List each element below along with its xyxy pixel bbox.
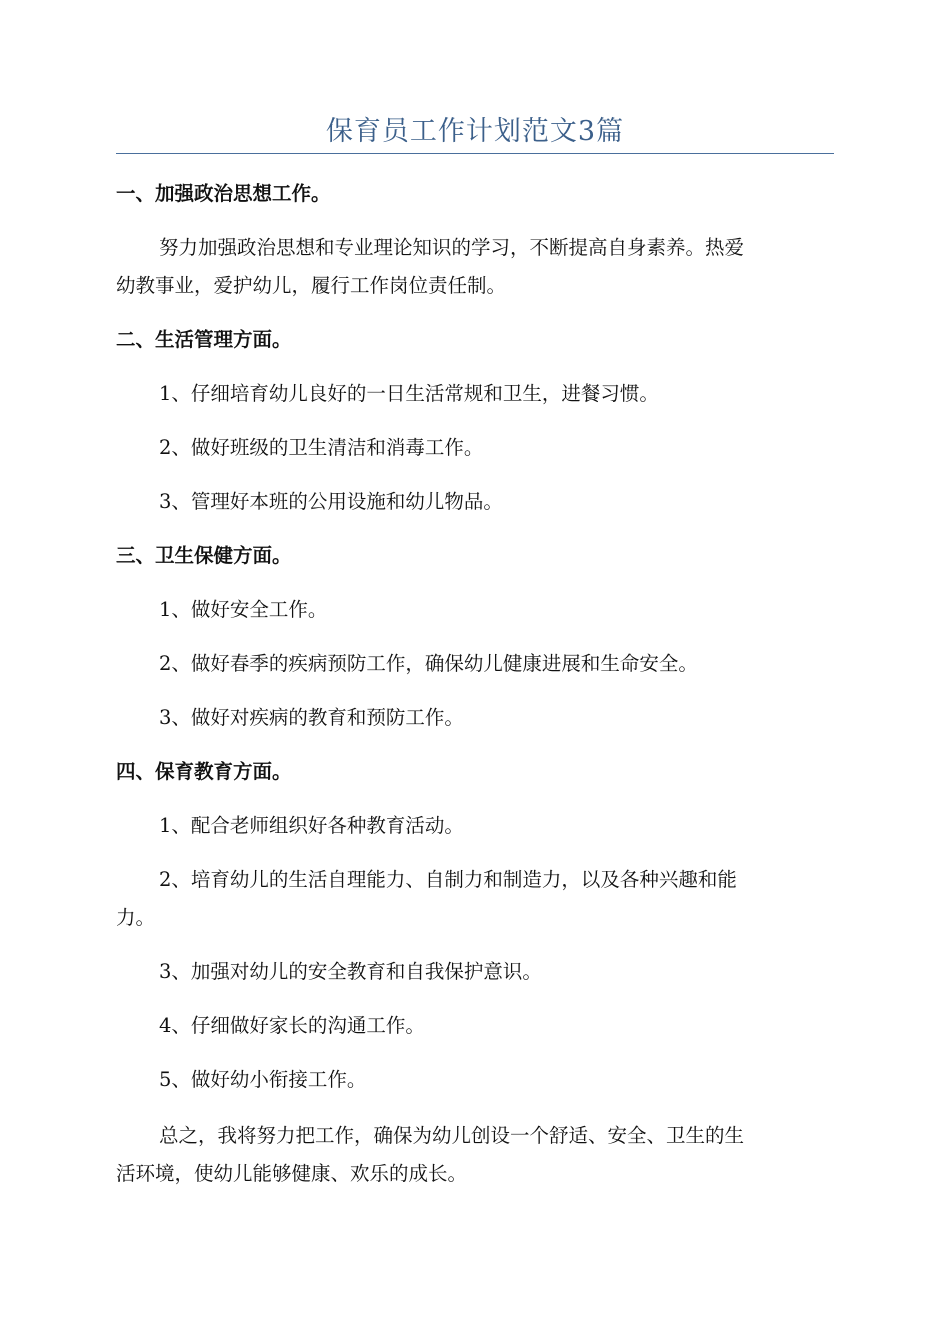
list-item: 1、做好安全工作。: [159, 598, 328, 621]
document-title: 保育员工作计划范文3篇: [325, 116, 625, 147]
list-item: 5、做好幼小衔接工作。: [159, 1068, 367, 1091]
section-heading: 二、生活管理方面。: [116, 328, 292, 351]
list-item: 1、配合老师组织好各种教育活动。: [159, 814, 464, 837]
list-item: 1、仔细培育幼儿良好的一日生活常规和卫生，进餐习惯。: [159, 382, 659, 405]
list-item: 2、培育幼儿的生活自理能力、自制力和制造力，以及各种兴趣和能: [159, 868, 737, 891]
section-heading: 一、加强政治思想工作。: [116, 182, 331, 205]
conclusion-line: 总之，我将努力把工作，确保为幼儿创设一个舒适、安全、卫生的生: [159, 1124, 745, 1147]
section-heading: 四、保育教育方面。: [116, 760, 292, 783]
list-item-continuation: 力。: [116, 906, 156, 929]
list-item: 3、做好对疾病的教育和预防工作。: [159, 706, 464, 729]
title-underline: [116, 153, 834, 154]
paragraph-line: 努力加强政治思想和专业理论知识的学习，不断提高自身素养。热爱: [159, 236, 745, 259]
list-item: 2、做好班级的卫生清洁和消毒工作。: [159, 436, 484, 459]
list-item: 3、管理好本班的公用设施和幼儿物品。: [159, 490, 503, 513]
section-heading: 三、卫生保健方面。: [116, 544, 292, 567]
paragraph-line: 幼教事业，爱护幼儿，履行工作岗位责任制。: [116, 274, 507, 297]
list-item: 4、仔细做好家长的沟通工作。: [159, 1014, 425, 1037]
conclusion-line: 活环境，使幼儿能够健康、欢乐的成长。: [116, 1162, 468, 1185]
list-item: 3、加强对幼儿的安全教育和自我保护意识。: [159, 960, 542, 983]
list-item: 2、做好春季的疾病预防工作，确保幼儿健康进展和生命安全。: [159, 652, 698, 675]
